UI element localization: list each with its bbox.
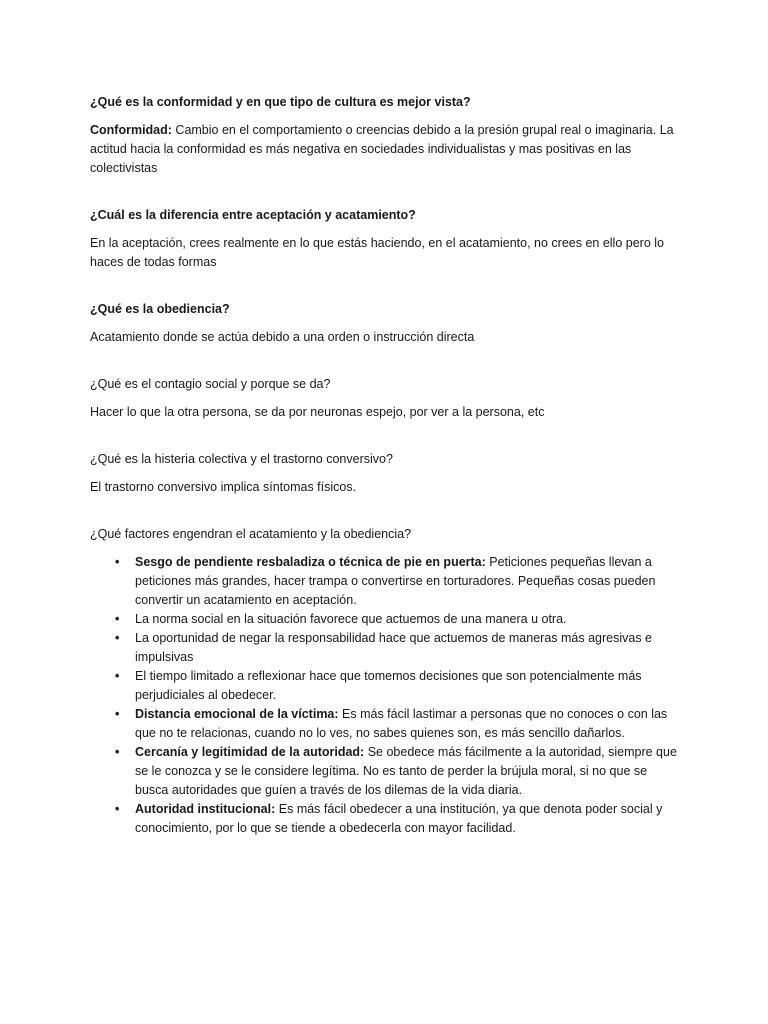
- bullet-icon: •: [115, 631, 120, 645]
- list-item: [90, 667, 680, 705]
- list-item-text: La oportunidad de negar la responsabilidad hace que actuemos de maneras más agresivas e impulsivas: [135, 631, 652, 664]
- list-item: [90, 629, 680, 667]
- bullet-icon: •: [115, 707, 120, 721]
- bullet-icon: •: [115, 555, 120, 569]
- list-item-text: El tiempo limitado a reflexionar hace que tomemos decisiones que son potencialmente más perjudiciales al obedecer.: [135, 669, 642, 702]
- question-4: ¿Qué es el contagio social y porque se da?: [90, 377, 331, 391]
- list-item: [90, 553, 680, 610]
- list-item: [90, 705, 680, 743]
- list-item-bold: Sesgo de pendiente resbaladiza o técnica de pie en puerta:: [135, 555, 486, 569]
- document-content: [90, 93, 680, 838]
- bullet-icon: •: [115, 612, 120, 626]
- list-item-text: La norma social en la situación favorece que actuemos de una manera u otra.: [135, 612, 567, 626]
- answer-5: El trastorno conversivo implica síntomas físicos.: [90, 480, 357, 494]
- answer-3: Acatamiento donde se actúa debido a una orden o instrucción directa: [90, 330, 475, 344]
- question-6: ¿Qué factores engendran el acatamiento y la obediencia?: [90, 527, 412, 541]
- question-1: ¿Qué es la conformidad y en que tipo de cultura es mejor vista?: [90, 95, 471, 109]
- list-item-bold: Distancia emocional de la víctima:: [135, 707, 339, 721]
- question-5: ¿Qué es la histeria colectiva y el trastorno conversivo?: [90, 452, 393, 466]
- bullet-icon: •: [115, 802, 120, 816]
- list-item-bold: Autoridad institucional:: [135, 802, 276, 816]
- list-item: [90, 610, 680, 629]
- bullet-icon: •: [115, 669, 120, 683]
- list-item-text: Peticiones pequeñas llevan a peticiones más grandes, hacer trampa o convertirse en torturadores. Pequeñas cosas pueden convertir un acatamiento en aceptación.: [135, 555, 656, 607]
- answer-1-label: Conformidad:: [90, 123, 172, 137]
- answer-4: Hacer lo que la otra persona, se da por neuronas espejo, por ver a la persona, etc: [90, 405, 545, 419]
- factors-list: [90, 553, 680, 838]
- answer-2: En la aceptación, crees realmente en lo que estás haciendo, en el acatamiento, no crees en ello pero lo haces de todas formas: [90, 236, 664, 269]
- list-item-text: Es más fácil obedecer a una institución, ya que denota poder social y conocimiento, por lo que se tiende a obedecerla con mayor facilidad.: [135, 802, 663, 835]
- question-3: ¿Qué es la obediencia?: [90, 302, 230, 316]
- list-item-text: Se obedece más fácilmente a la autoridad, siempre que se le conozca y se le considere legítima. No es tanto de perder la brújula moral, si no que se busca autoridades que guíen a través de los dilemas de la vida diaria.: [135, 745, 677, 797]
- list-item: [90, 743, 680, 800]
- list-item-text: Es más fácil lastimar a personas que no conoces o con las que no te relacionas, cuando no lo ves, no sabes quienes son, es más sencillo dañarlos.: [135, 707, 668, 740]
- bullet-icon: •: [115, 745, 120, 759]
- answer-1-text: Cambio en el comportamiento o creencias debido a la presión grupal real o imaginaria. La actitud hacia la conformidad es más negativa en sociedades individualistas y mas positivas en las colectivistas: [90, 123, 674, 175]
- list-item-bold: Cercanía y legitimidad de la autoridad:: [135, 745, 365, 759]
- question-2: ¿Cuál es la diferencia entre aceptación y acatamiento?: [90, 208, 416, 222]
- list-item: [90, 800, 680, 838]
- answer-1: [90, 121, 680, 178]
